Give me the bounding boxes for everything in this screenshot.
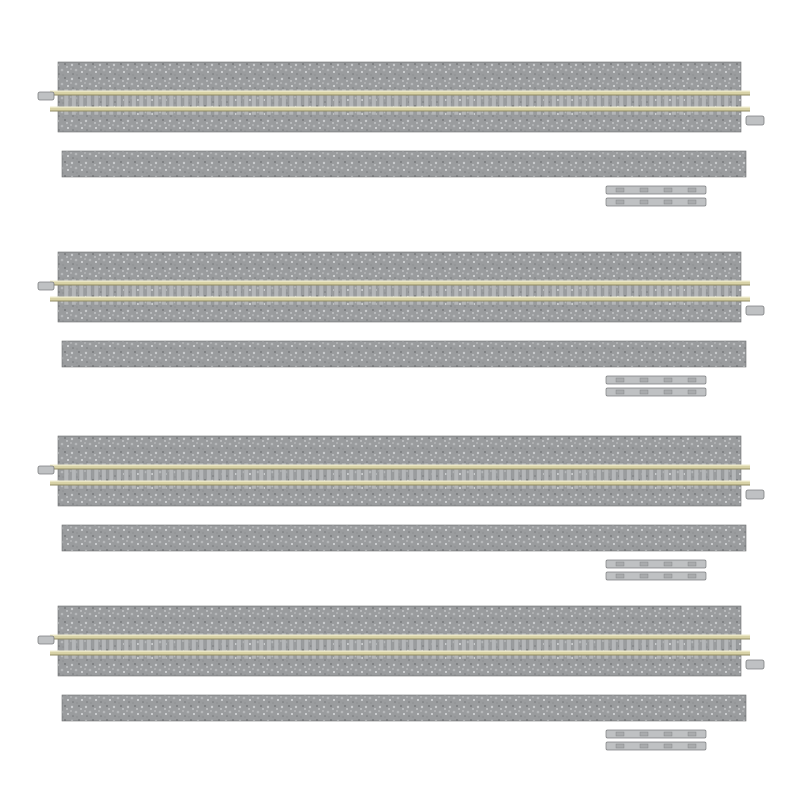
rail-highlight (50, 297, 750, 298)
left-end-connector (38, 282, 54, 290)
joiner-notch (664, 378, 672, 382)
track-set (38, 606, 764, 750)
rail-highlight (50, 651, 750, 652)
joiner-notch (688, 390, 696, 394)
joiner-notch (664, 574, 672, 578)
rail-shadow (50, 285, 750, 286)
right-end-connector (746, 306, 764, 315)
rail-highlight (50, 481, 750, 482)
joiner-notch (664, 732, 672, 736)
rail-shadow (50, 639, 750, 640)
joiner-notch (664, 562, 672, 566)
rail-shadow (50, 301, 750, 302)
joiner-notch (616, 188, 624, 192)
joiner-notch (664, 390, 672, 394)
joiner-notch (688, 732, 696, 736)
rail-shadow (50, 485, 750, 486)
right-end-connector (746, 660, 764, 669)
joiner-notch (640, 744, 648, 748)
rail-highlight (50, 465, 750, 466)
joiner-notch (664, 188, 672, 192)
ballast-extension-strip (62, 151, 746, 177)
rail-joiner-parts (606, 730, 706, 750)
joiner-notch (688, 562, 696, 566)
joiner-notch (616, 200, 624, 204)
left-end-connector (38, 636, 54, 644)
rail-joiner-parts (606, 186, 706, 206)
rail-joiner-parts (606, 376, 706, 396)
straight-track-section (38, 62, 764, 132)
rail-highlight (50, 107, 750, 108)
ballast-extension-strip (62, 525, 746, 551)
joiner-notch (688, 744, 696, 748)
joiner-notch (616, 732, 624, 736)
joiner-notch (616, 562, 624, 566)
right-end-connector (746, 116, 764, 125)
straight-track-section (38, 436, 764, 506)
joiner-notch (688, 200, 696, 204)
joiner-notch (664, 200, 672, 204)
joiner-notch (616, 574, 624, 578)
ballast-extension-strip (62, 695, 746, 721)
joiner-notch (640, 390, 648, 394)
rail-shadow (50, 655, 750, 656)
joiner-notch (616, 390, 624, 394)
joiner-notch (640, 574, 648, 578)
rail-joiner-parts (606, 560, 706, 580)
joiner-notch (688, 188, 696, 192)
rail-shadow (50, 95, 750, 96)
straight-track-section (38, 252, 764, 322)
left-end-connector (38, 466, 54, 474)
straight-track-section (38, 606, 764, 676)
ballast-extension-strip (62, 341, 746, 367)
track-set (38, 62, 764, 206)
joiner-notch (664, 744, 672, 748)
joiner-notch (688, 378, 696, 382)
track-set (38, 436, 764, 580)
rail-shadow (50, 111, 750, 112)
joiner-notch (688, 574, 696, 578)
rail-highlight (50, 635, 750, 636)
joiner-notch (616, 744, 624, 748)
rail-highlight (50, 281, 750, 282)
rail-highlight (50, 91, 750, 92)
joiner-notch (640, 378, 648, 382)
joiner-notch (640, 188, 648, 192)
joiner-notch (640, 732, 648, 736)
track-set (38, 252, 764, 396)
joiner-notch (616, 378, 624, 382)
rail-shadow (50, 469, 750, 470)
joiner-notch (640, 562, 648, 566)
right-end-connector (746, 490, 764, 499)
left-end-connector (38, 92, 54, 100)
joiner-notch (640, 200, 648, 204)
